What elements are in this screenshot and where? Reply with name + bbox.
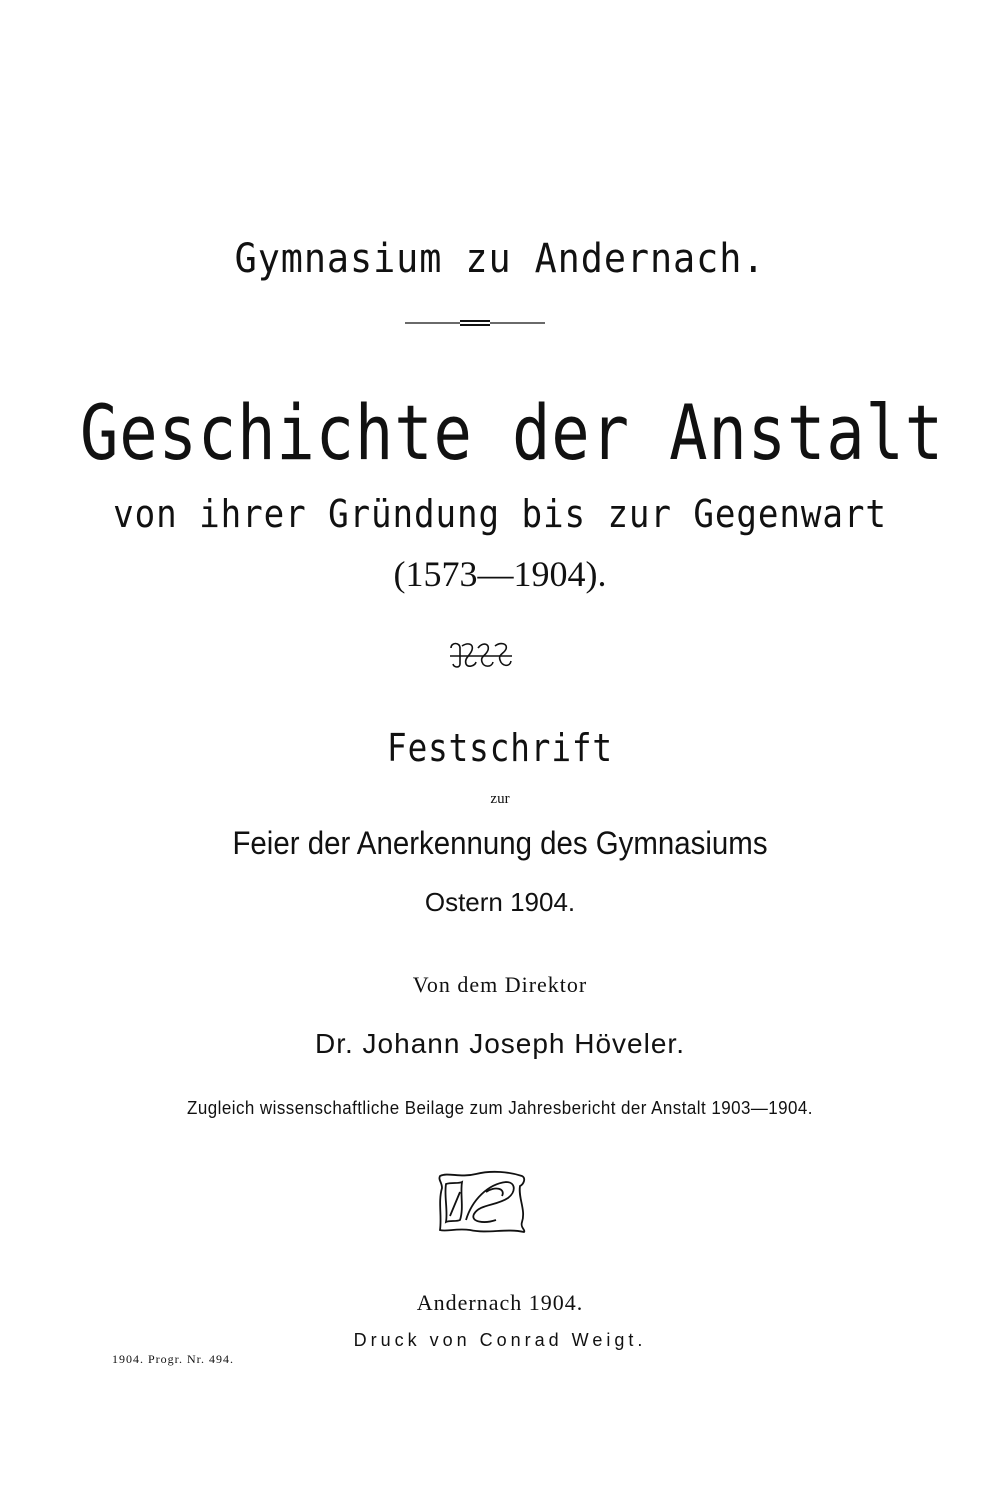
supplement-note: Zugleich wissenschaftliche Beilage zum Jahresbericht der Anstalt 1903—1904. <box>187 1098 813 1118</box>
year-range: (1573—1904). <box>393 554 607 594</box>
festschrift-heading: Festschrift <box>387 726 613 770</box>
page-subtitle: von ihrer Gründung bis zur Gegenwart <box>113 492 887 536</box>
author-name: Dr. Johann Joseph Höveler. <box>315 1028 685 1059</box>
author-byline: Von dem Direktor <box>412 972 588 997</box>
decorative-ornament-icon <box>448 640 514 670</box>
program-number: 1904. Progr. Nr. 494. <box>112 1352 235 1366</box>
occasion-text: Feier der Anerkennung des Gymnasiums <box>232 825 768 861</box>
institution-name: Gymnasium zu Andernach. <box>234 236 766 282</box>
imprint-place-year: Andernach 1904. <box>416 1290 584 1315</box>
imprint-printer: Druck von Conrad Weigt. <box>353 1330 647 1350</box>
printer-mark-icon <box>436 1170 528 1234</box>
page-title: Geschichte der Anstalt <box>80 388 945 477</box>
decorative-rule <box>405 318 545 328</box>
occasion-date: Ostern 1904. <box>424 887 576 917</box>
zur-text: zur <box>490 791 510 807</box>
